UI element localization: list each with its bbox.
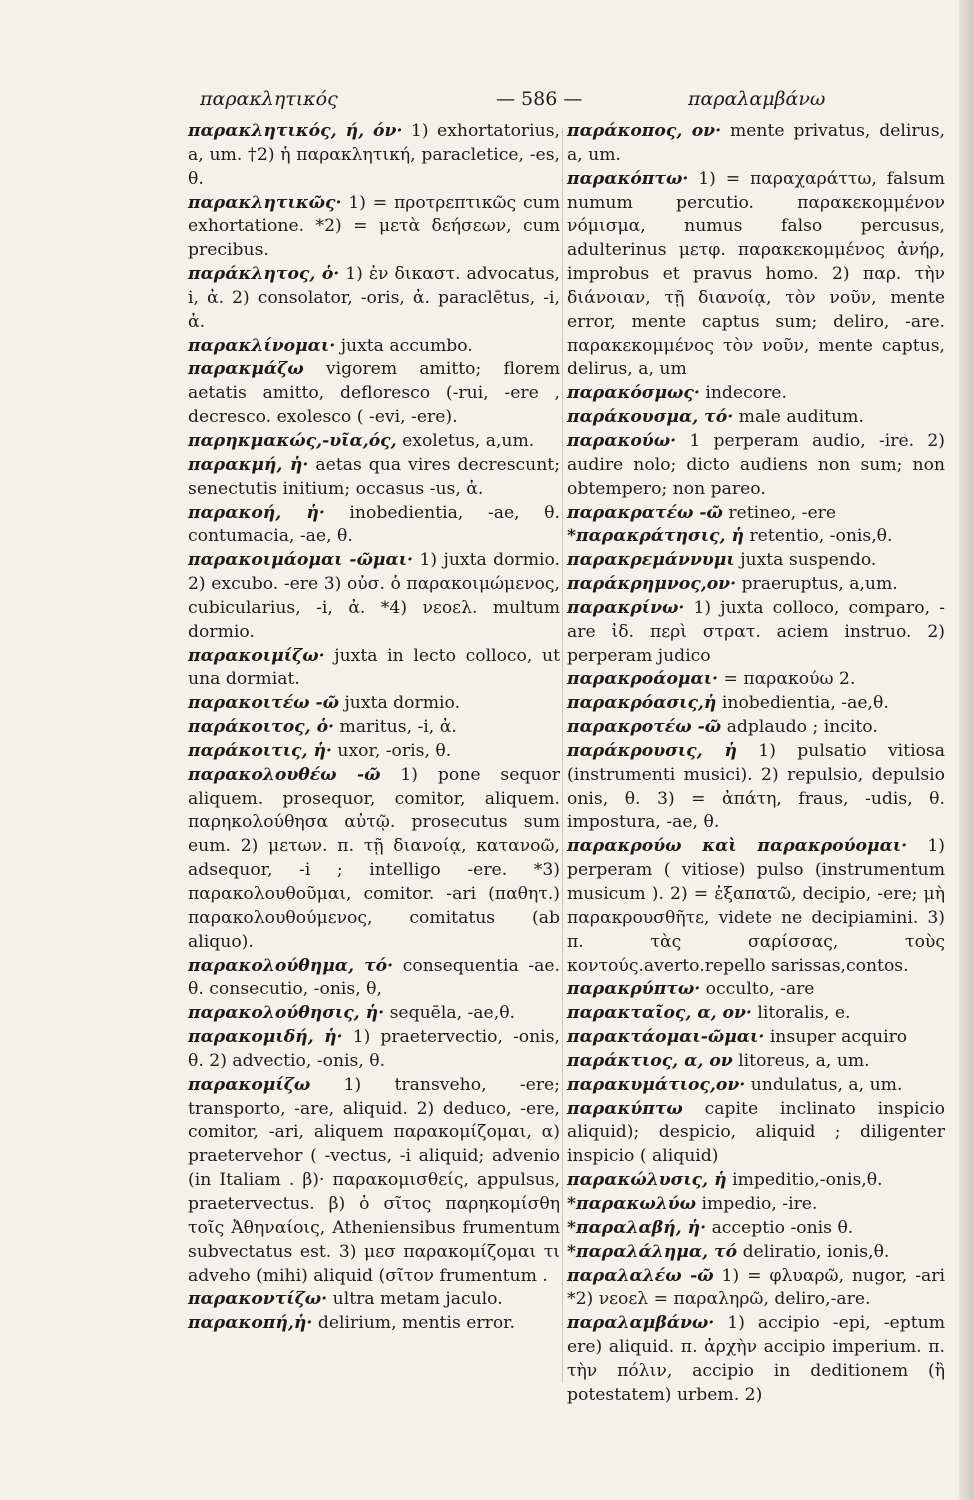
entry-headword: παράκοιτις, ἡ·: [188, 740, 332, 761]
dictionary-entry: [567, 430, 945, 502]
entry-headword: παρακοή, ἡ·: [188, 502, 325, 523]
entry-definition: male auditum.: [738, 407, 864, 428]
entry-definition: litoreus, a, um.: [738, 1050, 870, 1071]
dictionary-entry: [188, 716, 560, 740]
entry-headword: παρακυμάτιος,ον·: [567, 1074, 746, 1095]
entry-headword: παρακολούθησις, ἡ·: [188, 1003, 385, 1024]
entry-definition: = παρακούω 2.: [723, 669, 856, 690]
entry-headword: παρακολουθέω -ῶ: [188, 764, 381, 785]
entry-headword: παράκοπος, ον·: [567, 121, 722, 141]
dictionary-entry: [567, 1241, 945, 1265]
dictionary-entry: [567, 1265, 945, 1313]
entry-definition: 1) pone sequor aliquem. prosequor, comitor, aliquem. παρηκολούθησα αὐτῷ. prosecutus sum eum. 2) μετων. π. τῇ διανοίᾳ, κατανοῶ, adsequor, -i ; intelligo -ere. *3) παρακολουθοῦμαι, comitor. -ari (παθητ.) παρακολουθούμενος, comitatus (ab aliquo).: [188, 764, 561, 952]
entry-definition: adplaudo ; incito.: [726, 717, 878, 738]
entry-definition: juxta in lecto colloco, ut una dormiat.: [188, 645, 560, 690]
entry-definition: inobedientia, -ae,θ.: [721, 693, 889, 714]
dictionary-entry: [567, 525, 945, 549]
entry-headword: παρακόσμως·: [567, 383, 700, 404]
entry-definition: 1) = παραχαράττω, falsum numum percutio. παρακεκομμένον νόμισμα, numus falso percusus, adulterinus μετφ. παρακεκομμένος ἀνήρ, improbus et pravus homo. 2) παρ. τὴν διάνοιαν, τῇ διανοίᾳ, τὸν νοῦν, mente error, mente captus sum; deliro, -are. παρακεκομμένος τὸν νοῦν, mente captus, delirus, a, um: [567, 168, 945, 380]
entry-definition: undulatus, a, um.: [750, 1074, 903, 1095]
entry-definition: sequēla, -ae,θ.: [389, 1003, 516, 1024]
entry-headword: παρακομίζω: [188, 1074, 311, 1095]
entry-headword: παρακρόασις,ἡ: [567, 693, 717, 714]
entry-headword: παρακροτέω -ῶ: [567, 717, 722, 738]
dictionary-entry: [567, 668, 945, 692]
entry-headword: παρακτάομαι-ῶμαι·: [567, 1027, 765, 1048]
header-left-word: παρακλητικός: [200, 88, 338, 110]
entry-definition: occulto, -are: [705, 979, 815, 1000]
entry-definition: acceptio -onis θ.: [711, 1217, 854, 1238]
entry-headword: παρακρύπτω·: [567, 979, 701, 1000]
entry-headword: παρακοιμίζω·: [188, 645, 325, 666]
dictionary-entry: [188, 502, 560, 550]
right-column: [567, 120, 945, 1408]
dictionary-entry: [188, 764, 560, 955]
page-number: — 586 —: [496, 88, 583, 110]
entry-headword: παρακροάομαι·: [567, 669, 719, 690]
entry-definition: 1) perperam ( vitiose) pulso (instrumentum musicum ). 2) = ἐξαπατῶ, decipio, -ere; μὴ παρακρουσθῆτε, videte ne decipiamini. 3) π. τὰς σαρίσσας, τοὺς κοντούς.averto.repello sarissas,contos.: [567, 836, 945, 976]
dictionary-entry: [567, 382, 945, 406]
dictionary-entry: [567, 978, 945, 1002]
dictionary-entry: [567, 502, 945, 526]
dictionary-entry: [188, 1002, 560, 1026]
entry-definition: impedio, -ire.: [701, 1193, 818, 1214]
dictionary-entry: [188, 263, 560, 335]
entry-headword: *παρακωλύω: [567, 1193, 697, 1214]
entry-definition: 1) transveho, -ere; transporto, -are, aliquid. 2) deduco, -ere, comitor, -ari, aliquem παρακομίζομαι, α) praetervehor ( -vectus, -i aliquid; advenio (in Italiam . β)· παρακομισθείς, appulsus, praetervectus. β) ὁ σῖτος παρηκομίσθη τοῖς Ἀθηναίοις, Atheniensibus frumentum subvectatus est. 3) μεσ παρακομίζομαι τι adveho (mihi) aliquid (σῖτον frumentum .: [188, 1074, 561, 1286]
entry-headword: παράκοιτος, ὁ·: [188, 717, 335, 738]
dictionary-entry: [567, 573, 945, 597]
entry-definition: deliratio, ionis,θ.: [742, 1241, 890, 1262]
dictionary-entry: [567, 1002, 945, 1026]
entry-definition: juxta dormio.: [344, 693, 461, 714]
entry-headword: παρακοιμάομαι -ῶμαι·: [188, 550, 414, 571]
entry-definition: juxta suspendo.: [740, 550, 877, 571]
dictionary-entry: [567, 120, 945, 168]
dictionary-entry: [188, 335, 560, 359]
entry-definition: 1 perperam audio, -ire. 2) audire nolo; dicto audiens non sum; non obtempero; non pareo.: [567, 430, 945, 499]
entry-definition: indecore.: [705, 383, 787, 404]
entry-definition: consequentia -ae. θ. consecutio, -onis, θ,: [188, 955, 560, 1000]
dictionary-entry: [188, 358, 560, 430]
entry-definition: insuper acquiro: [769, 1027, 908, 1048]
entry-headword: παρακούω·: [567, 430, 677, 451]
header-right-word: παραλαμβάνω: [688, 88, 826, 110]
entry-definition: uxor, -oris, θ.: [337, 740, 452, 761]
entry-headword: παρακύπτω: [567, 1098, 683, 1119]
dictionary-entry: [567, 692, 945, 716]
entry-definition: 1) juxta dormio. 2) excubo. -ere 3) οὐσ. ὁ παρακοιμώμενος, cubicularius, -i, ἀ. *4) νεοελ. multum dormio.: [188, 550, 561, 642]
entry-definition: 1) accipio -epi, -eptum ere) aliquid. π. ἀρχὴν accipio imperium. π. τὴν πόλιν, accipio in deditionem (ἢ potestatem) urbem. 2): [567, 1313, 945, 1405]
entry-headword: παράκρουσις, ἡ: [567, 740, 737, 761]
entry-headword: παρακλίνομαι·: [188, 335, 336, 356]
entry-definition: 1) praetervectio, -onis, θ. 2) advectio, -onis, θ.: [188, 1027, 561, 1071]
dictionary-entry: [188, 549, 560, 644]
dictionary-entry: [567, 1074, 945, 1098]
entry-definition: 1) = προτρεπτικῶς cum exhortatione. *2) = μετὰ δεήσεων, cum precibus.: [188, 192, 560, 261]
entry-headword: παρακοιτέω -ῶ: [188, 693, 339, 714]
dictionary-entry: [567, 716, 945, 740]
dictionary-entry: [188, 1074, 560, 1289]
entry-definition: ultra metam jaculo.: [332, 1289, 503, 1310]
entry-definition: delirium, mentis error.: [317, 1313, 515, 1334]
entry-headword: παρακμάζω: [188, 359, 304, 380]
entry-headword: παρακρίνω·: [567, 597, 685, 618]
entry-definition: exoletus, a,um.: [402, 430, 535, 451]
entry-definition: retentio, -onis,θ.: [749, 526, 893, 547]
entry-definition: 1) ἐν δικαστ. advocatus, i, ἀ. 2) consolator, -oris, ἀ. paraclētus, -i, ἀ.: [188, 264, 560, 332]
entry-headword: παρακλητικός, ή, όν·: [188, 121, 403, 141]
entry-headword: *παρακράτησις, ἡ: [567, 526, 744, 547]
dictionary-entry: [567, 1312, 945, 1407]
running-head: [190, 88, 933, 118]
entry-definition: mente privatus, delirus, a, um.: [567, 121, 945, 165]
entry-headword: παρακομιδή, ἡ·: [188, 1027, 343, 1048]
entry-headword: παρακοπή,ἡ·: [188, 1313, 313, 1334]
entry-headword: παρηκμακώς,-υῖα,ός,: [188, 430, 397, 451]
dictionary-entry: [567, 1169, 945, 1193]
entry-definition: capite inclinato inspicio aliquid); despicio, aliquid ; diligenter inspicio ( aliquid): [567, 1098, 945, 1167]
entry-definition: retineo, -ere: [728, 502, 837, 523]
dictionary-entry: [567, 740, 945, 835]
entry-headword: παράκλητος, ὁ·: [188, 264, 340, 285]
entry-headword: παρακρεμάννυμι: [567, 550, 735, 571]
entry-definition: 1) pulsatio vitiosa (instrumenti musici). 2) repulsio, depulsio onis, θ. 3) = ἀπάτη, fraus, -udis, θ. impostura, -ae, θ.: [567, 740, 945, 833]
entry-definition: inobedientia, -ae, θ. contumacia, -ae, θ.: [188, 502, 560, 547]
entry-headword: παραλαλέω -ῶ: [567, 1265, 714, 1286]
entry-definition: aetas qua vires decrescunt; senectutis initium; occasus -us, ἀ.: [188, 454, 560, 499]
entry-headword: *παραλαβή, ἡ·: [567, 1217, 707, 1238]
entry-headword: παράκουσμα, τό·: [567, 407, 734, 428]
dictionary-entry: [567, 1026, 945, 1050]
dictionary-entry: [567, 1217, 945, 1241]
entry-definition: 1) exhortatorius, a, um. †2) ἡ παρακλητική, paracletice, -es, θ.: [188, 121, 560, 189]
entry-definition: 1) juxta colloco, comparo, -are ἰδ. περὶ στρατ. aciem instruo. 2) perperam judico: [567, 597, 945, 666]
dictionary-entry: [188, 1026, 560, 1074]
dictionary-entry: [188, 120, 560, 192]
dictionary-entry: [567, 168, 945, 383]
dictionary-entry: [188, 192, 560, 264]
dictionary-entry: [188, 1312, 560, 1336]
dictionary-entry: [188, 692, 560, 716]
entry-headword: παράκρημνος,ον·: [567, 574, 737, 595]
dictionary-entry: [188, 430, 560, 454]
dictionary-entry: [567, 1193, 945, 1217]
entry-headword: παρακλητικῶς·: [188, 192, 342, 213]
entry-definition: impeditio,-onis,θ.: [732, 1170, 883, 1191]
dictionary-entry: [567, 549, 945, 573]
dictionary-entry: [188, 740, 560, 764]
dictionary-entry: [188, 955, 560, 1003]
entry-headword: παρακρούω καὶ παρακρούομαι·: [567, 836, 908, 857]
entry-headword: παρακταῖος, α, ον·: [567, 1003, 752, 1024]
book-spine-edge: [959, 0, 973, 1500]
entry-headword: παρακώλυσις, ἡ: [567, 1170, 727, 1191]
entry-headword: παρακολούθημα, τό·: [188, 955, 394, 976]
left-column: [188, 120, 560, 1336]
dictionary-entry: [567, 1050, 945, 1074]
dictionary-entry: [567, 835, 945, 978]
dictionary-entry: [188, 454, 560, 502]
entry-headword: παράκτιος, α, ον: [567, 1050, 733, 1071]
dictionary-entry: [567, 406, 945, 430]
entry-headword: παρακοντίζω·: [188, 1289, 328, 1310]
entry-definition: vigorem amitto; florem aetatis amitto, defloresco (-rui, -ere , decresco. exolesco ( -evi, -ere).: [188, 359, 560, 428]
entry-definition: litoralis, e.: [757, 1003, 851, 1024]
entry-headword: παρακρατέω -ῶ: [567, 502, 723, 523]
entry-headword: *παραλάλημα, τό: [567, 1241, 738, 1262]
dictionary-entry: [188, 645, 560, 693]
entry-headword: παρακμή, ἡ·: [188, 454, 309, 475]
dictionary-entry: [188, 1288, 560, 1312]
entry-headword: παραλαμβάνω·: [567, 1313, 715, 1334]
entry-definition: 1) = φλυαρῶ, nugor, -ari *2) νεοελ = παραληρῶ, deliro,-are.: [567, 1265, 945, 1310]
column-divider: [562, 128, 563, 1383]
entry-definition: juxta accumbo.: [340, 335, 473, 356]
entry-definition: maritus, -i, ἀ.: [339, 717, 457, 738]
entry-definition: praeruptus, a,um.: [741, 574, 898, 595]
entry-headword: παρακόπτω·: [567, 168, 689, 189]
dictionary-entry: [567, 1098, 945, 1170]
dictionary-entry: [567, 597, 945, 669]
